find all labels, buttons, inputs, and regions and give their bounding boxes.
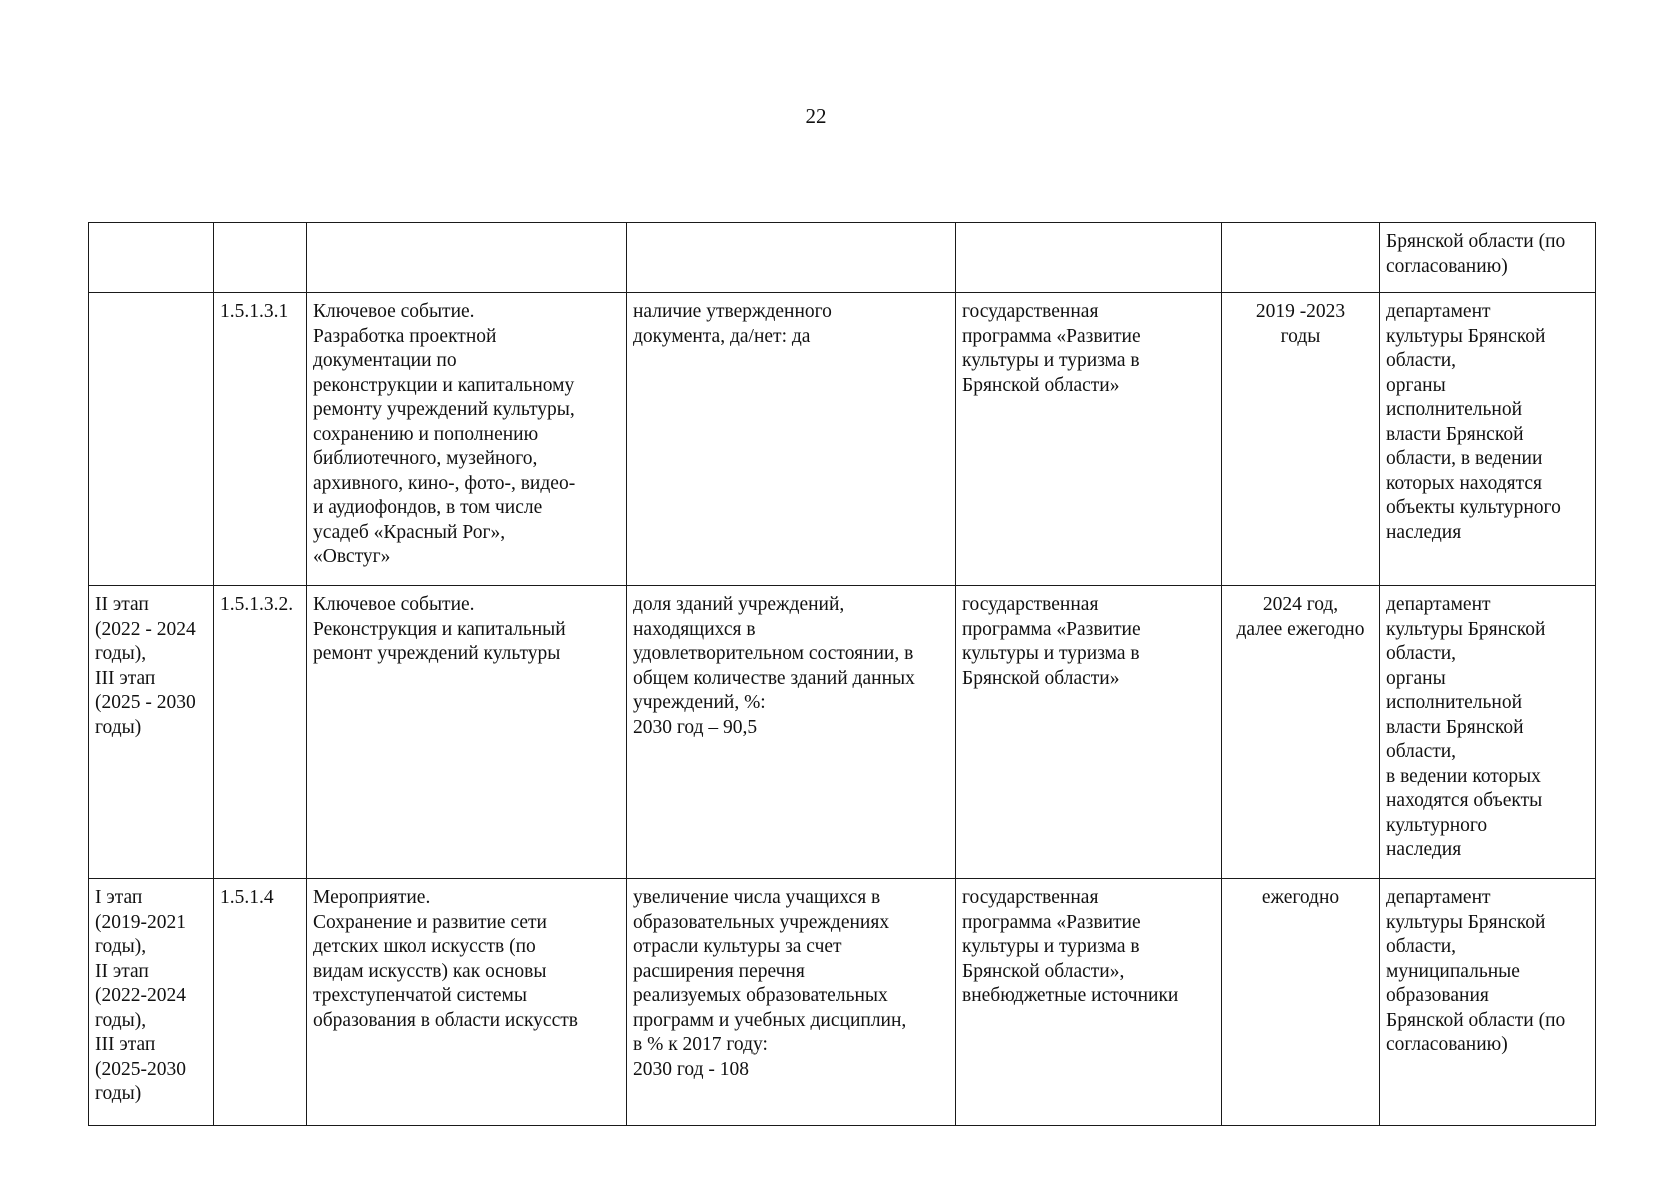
code-cell [214,223,307,293]
table-row [89,879,1596,1126]
period-cell: 2019 -2023 годы [1222,293,1380,586]
stage-cell: I этап (2019-2021 годы), II этап (2022-2024 годы), III этап (2025-2030 годы) [89,879,214,1126]
executor-cell: департамент культуры Брянской области, органы исполнительной власти Брянской области, в ведении которых находятся объекты культурного наследия [1380,586,1596,879]
stage-cell [89,223,214,293]
measures-table [88,222,1596,1126]
stage-cell [89,293,214,586]
period-cell [1222,223,1380,293]
event-cell: Мероприятие. Сохранение и развитие сети детских школ искусств (по видам искусств) как основы трехступенчатой системы образования в области искусств [307,879,627,1126]
event-cell: Ключевое событие. Разработка проектной документации по реконструкции и капитальному ремонту учреждений культуры, сохранению и пополнению библиотечного, музейного, архивного, кино-, фото-, видео- и аудиофондов, в том числе усадеб «Красный Рог», «Овстуг» [307,293,627,586]
table-row [89,223,1596,293]
code-cell: 1.5.1.3.2. [214,586,307,879]
code-cell: 1.5.1.3.1 [214,293,307,586]
executor-cell: департамент культуры Брянской области, органы исполнительной власти Брянской области, в ведении которых находятся объекты культурного наследия [1380,293,1596,586]
page-number: 22 [805,104,827,128]
program-cell: государственная программа «Развитие культуры и туризма в Брянской области», внебюджетные источники [956,879,1222,1126]
program-cell [956,223,1222,293]
code-cell: 1.5.1.4 [214,879,307,1126]
indicator-cell [627,223,956,293]
period-cell: ежегодно [1222,879,1380,1126]
indicator-cell: доля зданий учреждений, находящихся в удовлетворительном состоянии, в общем количестве зданий данных учреждений, %: 2030 год – 90,5 [627,586,956,879]
indicator-cell: наличие утвержденного документа, да/нет: да [627,293,956,586]
event-cell [307,223,627,293]
period-cell: 2024 год, далее ежегодно [1222,586,1380,879]
stage-cell: II этап (2022 - 2024 годы), III этап (2025 - 2030 годы) [89,586,214,879]
program-cell: государственная программа «Развитие культуры и туризма в Брянской области» [956,293,1222,586]
program-cell: государственная программа «Развитие культуры и туризма в Брянской области» [956,586,1222,879]
executor-cell: Брянской области (по согласованию) [1380,223,1596,293]
event-cell: Ключевое событие. Реконструкция и капитальный ремонт учреждений культуры [307,586,627,879]
executor-cell: департамент культуры Брянской области, муниципальные образования Брянской области (по согласованию) [1380,879,1596,1126]
table-row [89,293,1596,586]
indicator-cell: увеличение числа учащихся в образовательных учреждениях отрасли культуры за счет расширения перечня реализуемых образовательных программ и учебных дисциплин, в % к 2017 году: 2030 год - 108 [627,879,956,1126]
table-row [89,586,1596,879]
